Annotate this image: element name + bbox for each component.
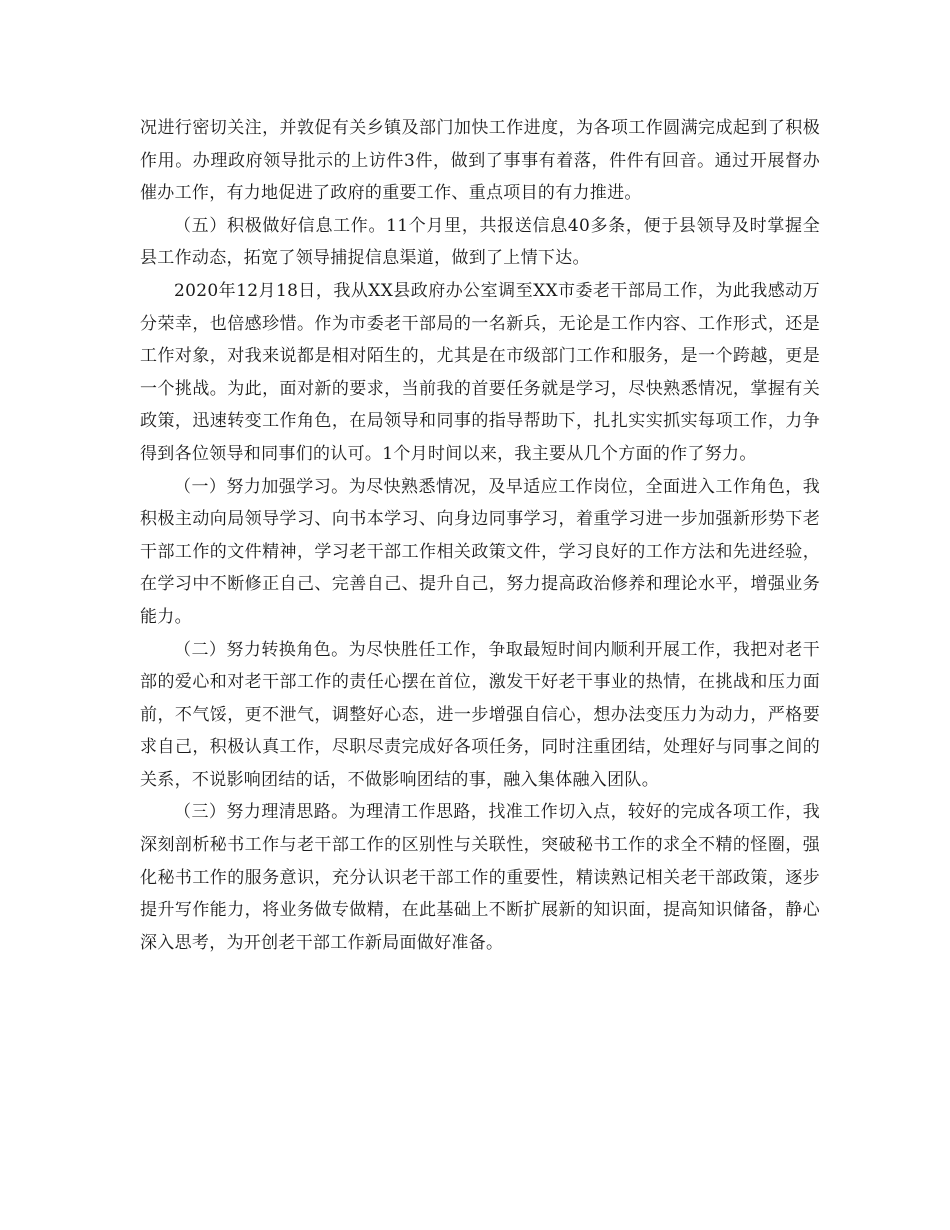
paragraph-continuation: 况进行密切关注，并敦促有关乡镇及部门加快工作进度，为各项工作圆满完成起到了积极作用。办理政府领导批示的上访件3件，做到了事事有着落，件件有回音。通过开展督办催办工作，有力地促进了政府的重要工作、重点项目的有力推进。	[140, 118, 820, 204]
paragraph-thinking: （三）努力理清思路。为理清工作思路，找准工作切入点，较好的完成各项工作，我深刻剖析秘书工作与老干部工作的区别性与关联性，突破秘书工作的求全不精的怪圈，强化秘书工作的服务意识，充分认识老干部工作的重要性，精读熟记相关老干部政策，逐步提升写作能力，将业务做专做精，在此基础上不断扩展新的知识面，提高知识储备，静心深入思考，为开创老干部工作新局面做好准备。	[140, 802, 820, 953]
paragraph-info-work: （五）积极做好信息工作。11个月里，共报送信息40多条，便于县领导及时掌握全县工作动态，拓宽了领导捕捉信息渠道，做到了上情下达。	[140, 215, 820, 269]
paragraph-transfer: 2020年12月18日，我从XX县政府办公室调至XX市委老干部局工作，为此我感动万分荣幸，也倍感珍惜。作为市委老干部局的一名新兵，无论是工作内容、工作形式，还是工作对象，对我来说都是相对陌生的，尤其是在市级部门工作和服务，是一个跨越，更是一个挑战。为此，面对新的要求，当前我的首要任务就是学习，尽快熟悉情况，掌握有关政策，迅速转变工作角色，在局领导和同事的指导帮助下，扎扎实实抓实每项工作，力争得到各位领导和同事们的认可。1个月时间以来，我主要从几个方面的作了努力。	[140, 280, 820, 464]
paragraph-study: （一）努力加强学习。为尽快熟悉情况，及早适应工作岗位，全面进入工作角色，我积极主动向局领导学习、向书本学习、向身边同事学习，着重学习进一步加强新形势下老干部工作的文件精神，学习老干部工作相关政策文件，学习良好的工作方法和先进经验，在学习中不断修正自己、完善自己、提升自己，努力提高政治修养和理论水平，增强业务能力。	[140, 476, 820, 627]
document-body	[140, 112, 820, 959]
paragraph-role: （二）努力转换角色。为尽快胜任工作，争取最短时间内顺利开展工作，我把对老干部的爱心和对老干部工作的责任心摆在首位，激发干好老干事业的热情，在挑战和压力面前，不气馁，更不泄气，调整好心态，进一步增强自信心，想办法变压力为动力，严格要求自己，积极认真工作，尽职尽责完成好各项任务，同时注重团结，处理好与同事之间的关系，不说影响团结的话，不做影响团结的事，融入集体融入团队。	[140, 639, 820, 790]
